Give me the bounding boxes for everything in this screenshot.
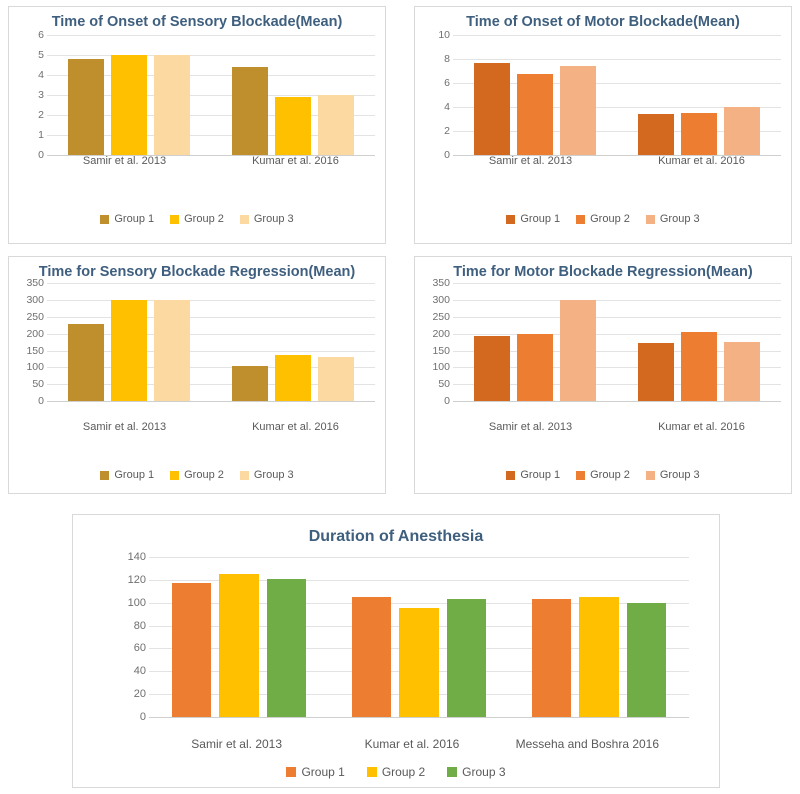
legend-item[interactable] <box>170 469 224 481</box>
legend-swatch-icon <box>576 471 585 480</box>
legend-swatch-icon <box>646 215 655 224</box>
bar <box>399 608 438 717</box>
x-axis-labels <box>39 421 381 433</box>
y-tick-label: 4 <box>38 69 44 82</box>
bar <box>724 342 760 401</box>
y-tick-label: 300 <box>26 293 44 306</box>
y-tick-label: 6 <box>444 77 450 90</box>
bar <box>68 324 104 401</box>
y-tick-label: 2 <box>444 125 450 138</box>
y-tick-label: 50 <box>32 378 44 391</box>
legend-item[interactable] <box>170 213 224 225</box>
bar-groups <box>453 35 781 155</box>
bar <box>579 597 618 717</box>
bar <box>318 357 354 401</box>
y-tick-label: 350 <box>26 277 44 290</box>
bar <box>724 107 760 155</box>
bar-cluster <box>232 283 353 401</box>
y-tick-label: 1 <box>38 129 44 142</box>
legend-item[interactable] <box>240 213 294 225</box>
bar-groups <box>453 283 781 401</box>
bar <box>111 55 147 155</box>
x-tick-label: Samir et al. 2013 <box>82 155 167 167</box>
chart-panel-motor-onset <box>414 6 792 244</box>
bar <box>517 74 553 156</box>
plot-area <box>113 551 693 723</box>
bar <box>172 583 211 717</box>
bar-cluster <box>638 283 759 401</box>
legend <box>9 469 385 481</box>
y-tick-label: 350 <box>432 277 450 290</box>
legend-label: Group 1 <box>114 213 155 225</box>
bar-cluster <box>172 557 305 717</box>
bar <box>111 300 147 401</box>
gridline <box>47 401 375 402</box>
bar <box>560 300 596 401</box>
bar <box>318 95 354 155</box>
grid-area <box>453 283 781 401</box>
y-tick-label: 3 <box>38 89 44 102</box>
y-tick-label: 200 <box>432 327 450 340</box>
legend-item[interactable] <box>100 213 154 225</box>
bar <box>232 67 268 155</box>
bar <box>352 597 391 717</box>
bar <box>154 300 190 401</box>
legend-swatch-icon <box>447 767 457 777</box>
bar-cluster <box>352 557 485 717</box>
y-tick-label: 5 <box>38 49 44 62</box>
x-tick-label: Samir et al. 2013 <box>82 421 167 433</box>
legend-item[interactable] <box>367 765 425 779</box>
bar <box>154 55 190 155</box>
grid-area <box>47 283 375 401</box>
legend-item[interactable] <box>286 765 344 779</box>
legend-label: Group 2 <box>590 213 630 225</box>
legend <box>415 213 791 225</box>
y-tick-label: 140 <box>127 551 146 563</box>
grid-area <box>149 557 689 717</box>
legend-label: Group 2 <box>590 469 630 481</box>
legend-item[interactable] <box>646 469 700 481</box>
legend-label: Group 2 <box>381 765 426 779</box>
legend-label: Group 1 <box>520 213 561 225</box>
y-tick-label: 8 <box>444 53 450 66</box>
y-tick-label: 250 <box>432 310 450 323</box>
y-tick-label: 50 <box>438 378 450 391</box>
bar-cluster <box>638 35 759 155</box>
x-tick-label: Kumar et al. 2016 <box>658 421 745 433</box>
x-axis-labels <box>149 737 675 751</box>
y-tick-label: 60 <box>133 642 146 655</box>
legend-item[interactable] <box>646 213 700 225</box>
y-axis <box>17 277 47 408</box>
y-tick-label: 100 <box>26 361 44 374</box>
bar <box>447 599 486 717</box>
bar <box>219 574 258 717</box>
y-tick-label: 0 <box>139 711 146 723</box>
bar-groups <box>149 557 689 717</box>
x-tick-label: Kumar et al. 2016 <box>658 155 745 167</box>
y-tick-label: 2 <box>38 109 44 122</box>
x-tick-label: Kumar et al. 2016 <box>252 421 339 433</box>
bar <box>638 114 674 155</box>
legend <box>9 213 385 225</box>
y-tick-label: 300 <box>432 293 450 306</box>
bar <box>275 97 311 155</box>
chart-panel-sensory-regression <box>8 256 386 494</box>
legend-swatch-icon <box>506 215 515 224</box>
y-tick-label: 40 <box>133 665 146 678</box>
y-tick-label: 0 <box>444 149 450 162</box>
grid-area <box>453 35 781 155</box>
bar <box>560 66 596 155</box>
legend-item[interactable] <box>447 765 505 779</box>
legend-item[interactable] <box>240 469 294 481</box>
y-axis <box>113 551 149 723</box>
x-tick-label: Messeha and Boshra 2016 <box>515 737 660 751</box>
bar <box>532 599 571 717</box>
x-tick-label: Kumar et al. 2016 <box>252 155 339 167</box>
y-tick-label: 4 <box>444 101 450 114</box>
legend-label: Group 2 <box>184 469 224 481</box>
bar <box>681 113 717 155</box>
chart-panel-sensory-onset <box>8 6 386 244</box>
x-axis-labels <box>39 155 381 167</box>
legend-swatch-icon <box>240 215 249 224</box>
legend-label: Group 1 <box>520 469 561 481</box>
chart-title: Time for Motor Blockade Regression(Mean) <box>453 264 753 280</box>
y-tick-label: 6 <box>38 29 44 42</box>
bar <box>681 332 717 401</box>
y-tick-label: 20 <box>133 688 146 701</box>
y-tick-label: 100 <box>127 596 146 609</box>
bar-cluster <box>474 35 595 155</box>
bar-group <box>329 557 509 717</box>
y-tick-label: 10 <box>438 29 450 42</box>
bar-cluster <box>532 557 665 717</box>
legend-swatch-icon <box>170 471 179 480</box>
legend-swatch-icon <box>286 767 296 777</box>
legend-item[interactable] <box>576 469 630 481</box>
bar <box>275 355 311 401</box>
y-tick-label: 120 <box>127 573 146 586</box>
legend-label: Group 3 <box>253 213 294 225</box>
bar-group <box>211 283 375 401</box>
bar-groups <box>47 283 375 401</box>
bar <box>474 336 510 401</box>
legend-item[interactable] <box>506 469 560 481</box>
bar-cluster <box>68 283 189 401</box>
x-tick-label: Samir et al. 2013 <box>191 737 283 751</box>
y-axis <box>423 277 453 408</box>
y-tick-label: 80 <box>133 619 146 632</box>
gridline <box>149 717 689 718</box>
legend-swatch-icon <box>170 215 179 224</box>
bar <box>517 334 553 401</box>
legend-swatch-icon <box>240 471 249 480</box>
legend-swatch-icon <box>367 767 377 777</box>
x-tick-label: Kumar et al. 2016 <box>364 737 460 751</box>
chart-panel-motor-regression <box>414 256 792 494</box>
bar <box>474 63 510 155</box>
legend-label: Group 2 <box>184 213 224 225</box>
gridline <box>453 401 781 402</box>
chart-title: Duration of Anesthesia <box>308 528 484 545</box>
plot-area <box>17 277 379 408</box>
legend-swatch-icon <box>506 471 515 480</box>
x-tick-label: Samir et al. 2013 <box>488 155 573 167</box>
bar-cluster <box>474 283 595 401</box>
y-tick-label: 150 <box>432 344 450 357</box>
legend-label: Group 1 <box>301 765 345 779</box>
legend-label: Group 3 <box>659 469 700 481</box>
chart-title: Time of Onset of Motor Blockade(Mean) <box>466 14 740 30</box>
y-tick-label: 100 <box>432 361 450 374</box>
bar-group <box>453 35 617 155</box>
legend-item[interactable] <box>100 469 154 481</box>
bar <box>232 366 268 401</box>
chart-panel-duration-anesthesia <box>72 514 720 788</box>
bar-group <box>47 35 211 155</box>
bar-groups <box>47 35 375 155</box>
y-tick-label: 0 <box>38 149 44 162</box>
bar-group <box>211 35 375 155</box>
x-axis-labels <box>445 421 787 433</box>
legend-item[interactable] <box>506 213 560 225</box>
legend-label: Group 3 <box>659 213 700 225</box>
legend-item[interactable] <box>576 213 630 225</box>
bar-group <box>149 557 329 717</box>
legend-swatch-icon <box>646 471 655 480</box>
bar-cluster <box>68 35 189 155</box>
plot-area <box>423 277 785 408</box>
bar-group <box>617 35 781 155</box>
legend <box>415 469 791 481</box>
bar <box>627 603 666 717</box>
bar-group <box>453 283 617 401</box>
legend-swatch-icon <box>100 471 109 480</box>
legend-label: Group 3 <box>462 765 506 779</box>
x-tick-label: Samir et al. 2013 <box>488 421 573 433</box>
y-axis <box>423 29 453 162</box>
bar-group <box>47 283 211 401</box>
chart-title: Time for Sensory Blockade Regression(Mean) <box>38 264 356 280</box>
y-tick-label: 0 <box>38 395 44 408</box>
bar <box>68 59 104 155</box>
legend-label: Group 3 <box>253 469 294 481</box>
bar <box>267 579 306 717</box>
legend-swatch-icon <box>100 215 109 224</box>
y-tick-label: 250 <box>26 310 44 323</box>
legend-swatch-icon <box>576 215 585 224</box>
bar-group <box>509 557 689 717</box>
legend-label: Group 1 <box>114 469 155 481</box>
legend <box>73 765 719 779</box>
y-tick-label: 0 <box>444 395 450 408</box>
bar-group <box>617 283 781 401</box>
bar-cluster <box>232 35 353 155</box>
bar <box>638 343 674 401</box>
y-tick-label: 150 <box>26 344 44 357</box>
y-tick-label: 200 <box>26 327 44 340</box>
y-axis <box>17 29 47 162</box>
grid-area <box>47 35 375 155</box>
x-axis-labels <box>445 155 787 167</box>
chart-title: Time of Onset of Sensory Blockade(Mean) <box>51 14 343 30</box>
